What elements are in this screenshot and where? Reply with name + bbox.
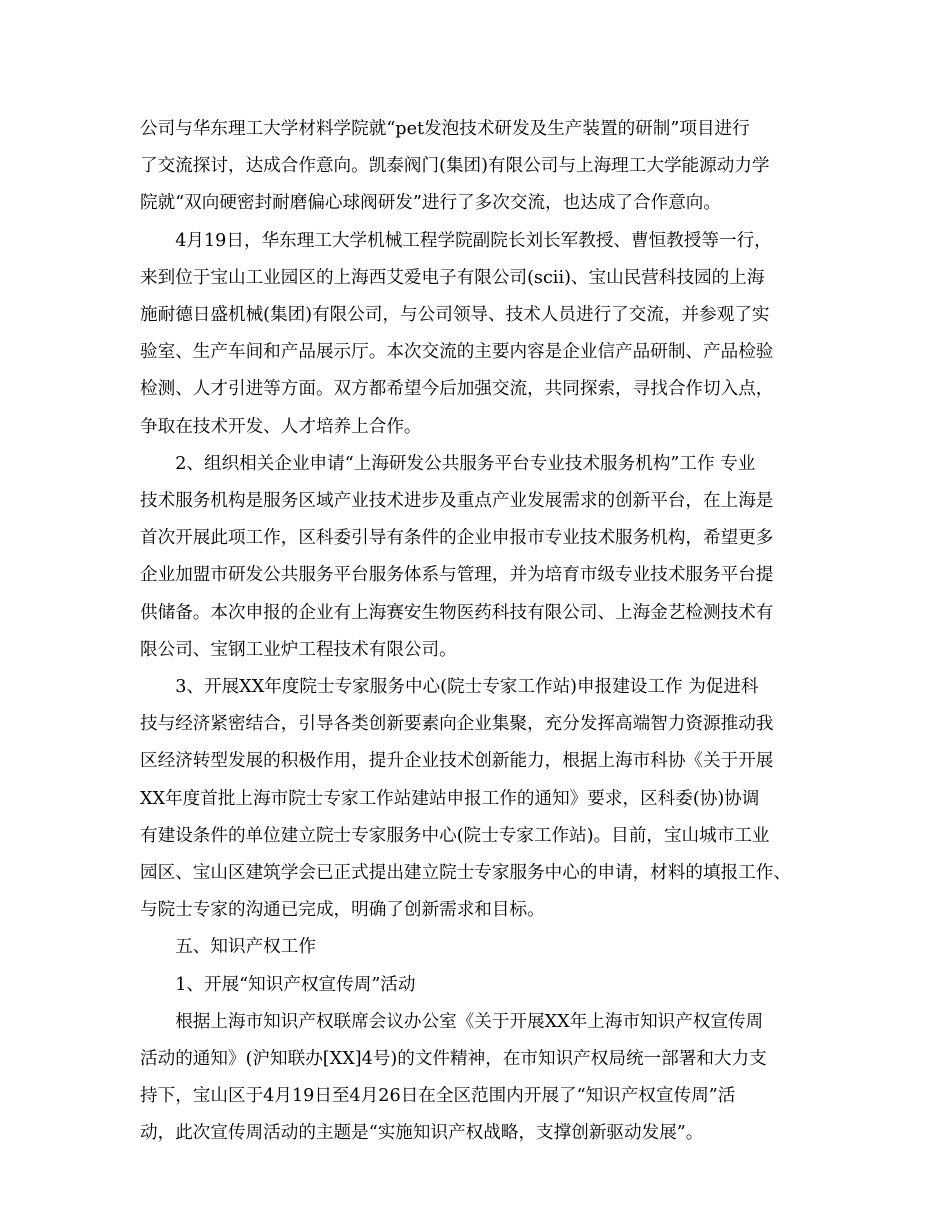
text-line: 根据上海市知识产权联席会议办公室《关于开展XX年上海市知识产权宣传周 bbox=[175, 1011, 764, 1032]
text-line: 来到位于宝山工业园区的上海西艾爱电子有限公司(scii)、宝山民营科技园的上海 bbox=[140, 267, 765, 288]
paragraph bbox=[140, 446, 820, 669]
text-line: 验室、生产车间和产品展示厅。本次交流的主要内容是企业信产品研制、产品检验 bbox=[140, 342, 774, 363]
document-body bbox=[140, 111, 820, 1153]
text-line: 首次开展此项工作，区科委引导有条件的企业申报市专业技术服务机构，希望更多 bbox=[140, 528, 774, 549]
text-line: 1、开展“知识产权宣传周”活动 bbox=[175, 974, 416, 995]
text-line: 技与经济紧密结合，引导各类创新要素向企业集聚，充分发挥高端智力资源推动我 bbox=[140, 714, 774, 735]
text-line: 公司与华东理工大学材料学院就“pet发泡技术研发及生产装置的研制”项目进行 bbox=[140, 119, 750, 139]
text-line: 了交流探讨，达成合作意向。凯泰阀门(集团)有限公司与上海理工大学能源动力学 bbox=[140, 156, 770, 177]
text-line: 技术服务机构是服务区域产业技术进步及重点产业发展需求的创新平台，在上海是 bbox=[140, 491, 774, 512]
text-line: 4月19日，华东理工大学机械工程学院副院长刘长军教授、曹恒教授等一行， bbox=[175, 230, 772, 251]
paragraph bbox=[140, 669, 820, 929]
text-line: 区经济转型发展的积极作用，提升企业技术创新能力，根据上海市科协《关于开展 bbox=[140, 751, 774, 772]
paragraph bbox=[140, 1004, 820, 1153]
paragraph bbox=[140, 111, 820, 223]
text-line: 与院士专家的沟通已完成，明确了创新需求和目标。 bbox=[140, 900, 545, 921]
text-line: 企业加盟市研发公共服务平台服务体系与管理，并为培育市级专业技术服务平台提 bbox=[140, 565, 774, 586]
text-line: 3、开展XX年度院士专家服务中心(院士专家工作站)申报建设工作 为促进科 bbox=[175, 677, 759, 698]
text-line: 施耐德日盛机械(集团)有限公司，与公司领导、技术人员进行了交流，并参观了实 bbox=[140, 305, 770, 326]
text-line: 争取在技术开发、人才培养上合作。 bbox=[140, 416, 422, 437]
paragraph bbox=[140, 223, 820, 446]
text-line: XX年度首批上海市院士专家工作站建站申报工作的通知》要求，区科委(协)协调 bbox=[140, 788, 760, 809]
section-heading bbox=[140, 929, 820, 966]
text-line: 园区、宝山区建筑学会已正式提出建立院士专家服务中心的申请，材料的填报工作、 bbox=[140, 863, 791, 884]
text-line: 院就“双向硬密封耐磨偏心球阀研发”进行了多次交流，也达成了合作意向。 bbox=[140, 193, 721, 214]
text-line: 供储备。本次申报的企业有上海赛安生物医药科技有限公司、上海金艺检测技术有 bbox=[140, 602, 774, 623]
text-line: 持下，宝山区于4月19日至4月26日在全区范围内开展了“知识产权宣传周”活 bbox=[140, 1086, 736, 1107]
text-line: 五、知识产权工作 bbox=[175, 937, 316, 958]
text-line: 限公司、宝钢工业炉工程技术有限公司。 bbox=[140, 639, 457, 660]
text-line: 2、组织相关企业申请“上海研发公共服务平台专业技术服务机构”工作 专业 bbox=[175, 453, 756, 474]
subsection-heading bbox=[140, 967, 820, 1004]
text-line: 有建设条件的单位建立院士专家服务中心(院士专家工作站)。目前，宝山城市工业 bbox=[140, 825, 770, 846]
text-line: 动，此次宣传周活动的主题是“实施知识产权战略，支撑创新驱动发展”。 bbox=[140, 1123, 704, 1144]
text-line: 活动的通知》(沪知联办[XX]4号)的文件精神，在市知识产权局统一部署和大力支 bbox=[140, 1049, 767, 1070]
text-line: 检测、人才引进等方面。双方都希望今后加强交流，共同探索，寻找合作切入点， bbox=[140, 379, 774, 400]
